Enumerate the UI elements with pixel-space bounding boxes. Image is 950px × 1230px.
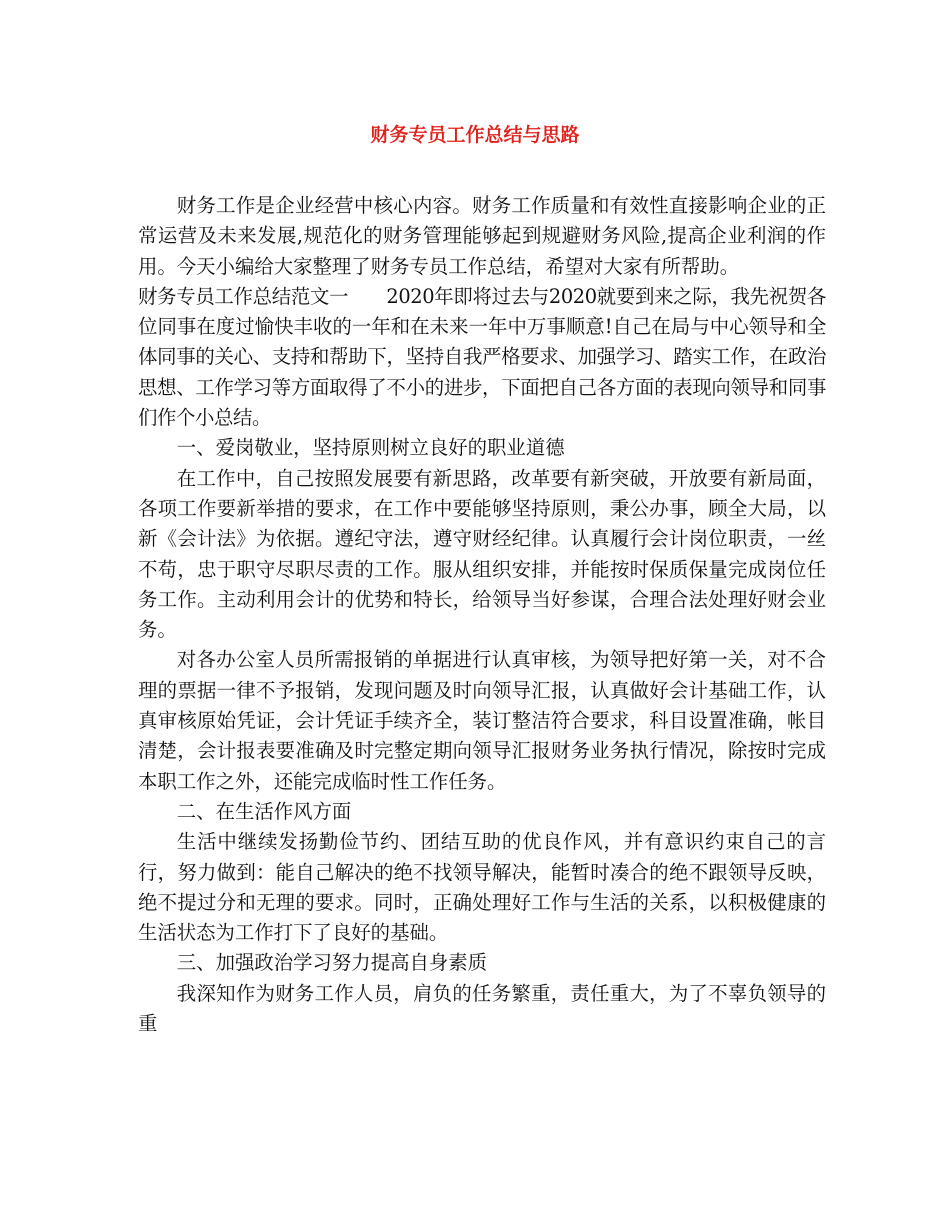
paragraph-section-2: 生活中继续发扬勤俭节约、团结互助的优良作风，并有意识约束自己的言行，努力做到：能自己解决的绝不找领导解决，能暂时凑合的绝不跟领导反映，绝不提过分和无理的要求。同时，正确处理好工作与生活的关系，以积极健康的生活状态为工作打下了良好的基础。 [138,830,826,945]
paragraph-section-1a: 在工作中，自己按照发展要有新思路，改革要有新突破，开放要有新局面，各项工作要新举措的要求，在工作中要能够坚持原则，秉公办事，顾全大局，以新《会计法》为依据。遵纪守法，遵守财经纪律。认真履行会计岗位职责，一丝不苟，忠于职守尽职尽责的工作。服从组织安排，并能按时保质保量完成岗位任务工作。主动利用会计的优势和特长，给领导当好参谋，合理合法处理好财会业务。 [138,466,826,642]
paragraph-sample-one: 财务专员工作总结范文一 2020年即将过去与2020就要到来之际，我先祝贺各位同事在度过愉快丰收的一年和在未来一年中万事顺意!自己在局与中心领导和全体同事的关心、支持和帮助下，坚持自我严格要求、加强学习、踏实工作，在政治思想、工作学习等方面取得了不小的进步，下面把自己各方面的表现向领导和同事们作个小总结。 [138,284,826,430]
section-heading-1: 一、爱岗敬业，坚持原则树立良好的职业道德 [176,436,565,460]
section-heading-3: 三、加强政治学习努力提高自身素质 [176,951,488,975]
document-title: 财务专员工作总结与思路 [370,124,580,146]
paragraph-section-3: 我深知作为财务工作人员，肩负的任务繁重，责任重大，为了不辜负领导的重 [138,981,826,1036]
document-body [138,191,826,1039]
section-heading-2: 二、在生活作风方面 [176,799,352,823]
paragraph-section-1b: 对各办公室人员所需报销的单据进行认真审核，为领导把好第一关，对不合理的票据一律不予报销，发现问题及时向领导汇报，认真做好会计基础工作，认真审核原始凭证，会计凭证手续齐全，装订整洁符合要求，科目设置准确，帐目清楚，会计报表要准确及时完整定期向领导汇报财务业务执行情况，除按时完成本职工作之外，还能完成临时性工作任务。 [138,648,826,793]
paragraph-intro: 财务工作是企业经营中核心内容。财务工作质量和有效性直接影响企业的正常运营及未来发展,规范化的财务管理能够起到规避财务风险,提高企业利润的作用。今天小编给大家整理了财务专员工作总结，希望对大家有所帮助。 [138,194,826,278]
